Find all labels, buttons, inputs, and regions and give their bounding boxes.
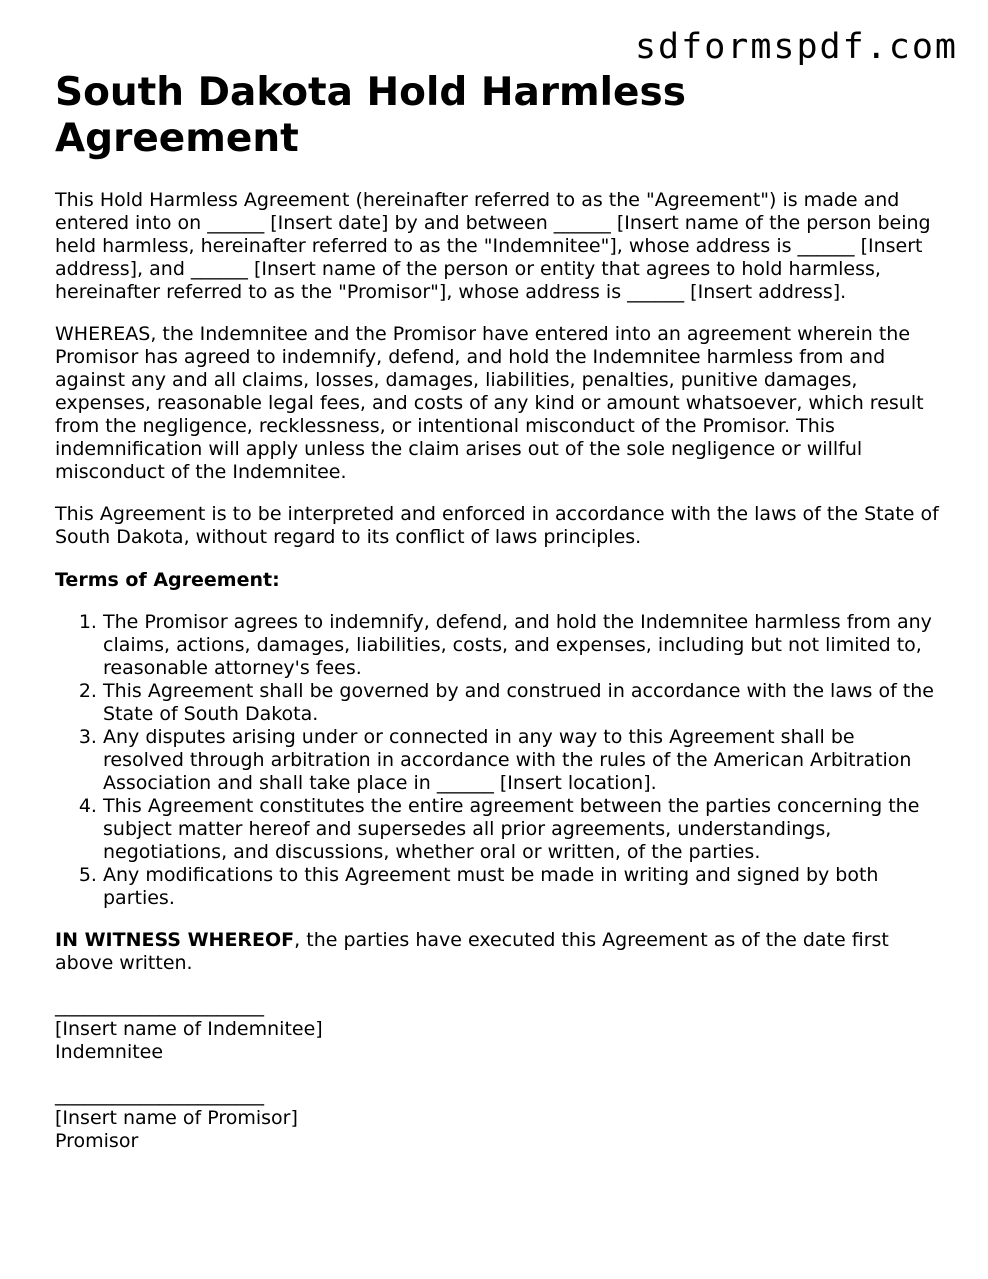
- document-body: [55, 70, 940, 1153]
- document-title: South Dakota Hold Harmless Agreement: [55, 70, 686, 161]
- witness-paragraph: [55, 929, 940, 975]
- signature-name: [Insert name of Indemnitee]: [55, 1018, 323, 1040]
- term-item: 1. The Promisor agrees to indemnify, defend, and hold the Indemnitee harmless from any claims, actions, damages, liabilities, costs, and expenses, including but not limited to, reasonable attorney's fees.: [103, 611, 940, 680]
- signature-line: ______________________: [55, 995, 264, 1017]
- signature-role: Indemnitee: [55, 1041, 164, 1063]
- witness-text: , the parties have executed this Agreement as of the date first above written.: [55, 929, 889, 974]
- terms-heading: Terms of Agreement:: [55, 569, 280, 591]
- term-item: 5. Any modifications to this Agreement must be made in writing and signed by both parties.: [103, 864, 940, 910]
- intro-paragraph: This Hold Harmless Agreement (hereinafter referred to as the "Agreement") is made and entered into on ______ [Insert date] by and between ______ [Insert name of the person being held harmless, hereinafter referred to as the "Indemnitee"], whose address is ______ [Insert address], and ______ [Insert name of the person or entity that agrees to hold harmless, hereinafter referred to as the "Promisor"], whose address is ______ [Insert address].: [55, 189, 931, 303]
- term-item: 4. This Agreement constitutes the entire agreement between the parties concerning the subject matter hereof and supersedes all prior agreements, understandings, negotiations, and discussions, whether oral or written, of the parties.: [103, 795, 940, 864]
- term-item: 2. This Agreement shall be governed by and construed in accordance with the laws of the State of South Dakota.: [103, 680, 940, 726]
- signature-line: ______________________: [55, 1084, 264, 1106]
- term-item: 3. Any disputes arising under or connected in any way to this Agreement shall be resolved through arbitration in accordance with the rules of the American Arbitration Association and shall take place in ______ [Insert location].: [103, 726, 940, 795]
- site-watermark: sdformspdf.com: [634, 27, 958, 67]
- witness-bold-lead: IN WITNESS WHEREOF: [55, 929, 295, 951]
- whereas-paragraph: WHEREAS, the Indemnitee and the Promisor have entered into an agreement wherein the Promisor has agreed to indemnify, defend, and hold the Indemnitee harmless from and against any and all claims, losses, damages, liabilities, penalties, punitive damages, expenses, reasonable legal fees, and costs of any kind or amount whatsoever, which result from the negligence, recklessness, or intentional misconduct of the Promisor. This indemnification will apply unless the claim arises out of the sole negligence or willful misconduct of the Indemnitee.: [55, 323, 924, 483]
- signature-role: Promisor: [55, 1130, 139, 1152]
- signature-block-indemnitee: [55, 995, 940, 1064]
- governing-law-paragraph: This Agreement is to be interpreted and enforced in accordance with the laws of the State of South Dakota, without regard to its conflict of laws principles.: [55, 503, 939, 548]
- signature-block-promisor: [55, 1084, 940, 1153]
- signature-name: [Insert name of Promisor]: [55, 1107, 298, 1129]
- terms-list: [55, 611, 940, 910]
